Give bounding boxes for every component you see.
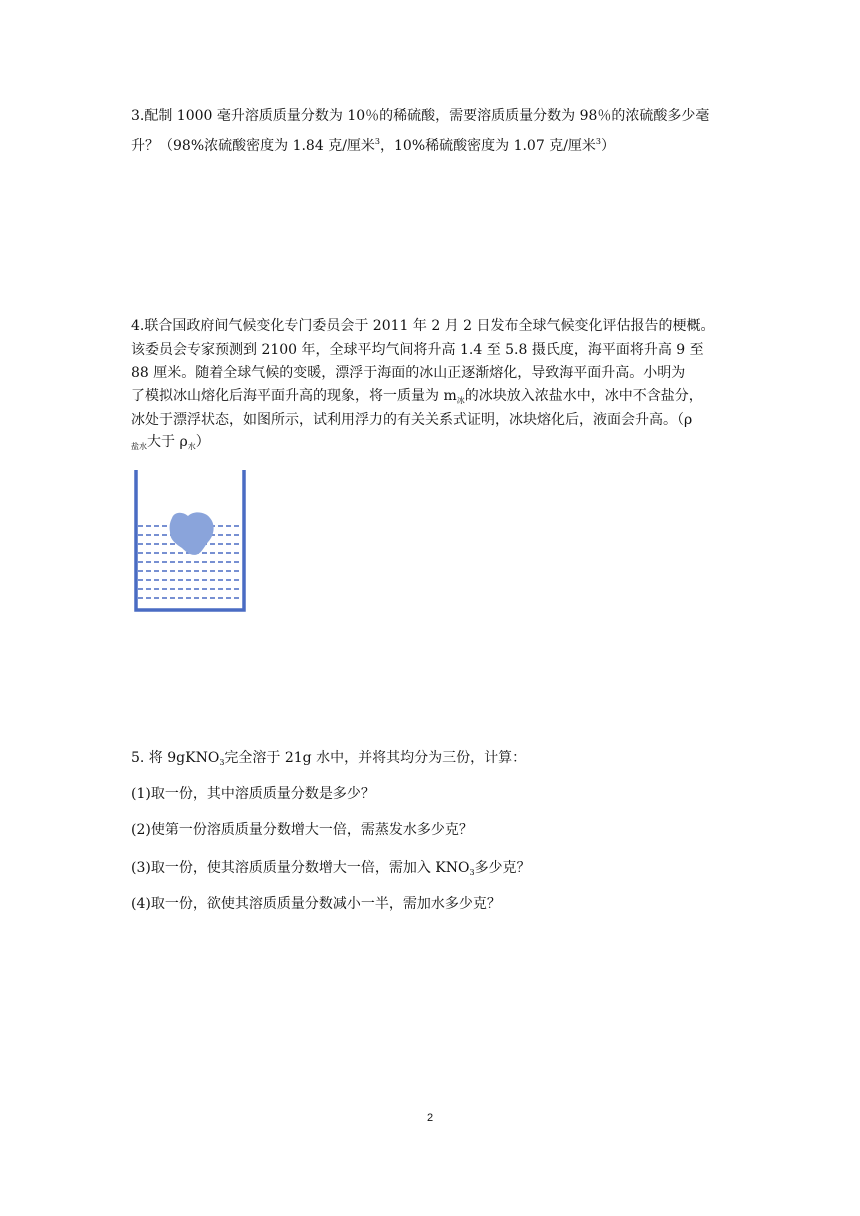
q5-intro-text-b: 完全溶于 21g 水中，并将其均分为三份，计算： [224, 750, 527, 766]
q4-line-6-text-b: ） [195, 434, 210, 450]
q3-line-1: 3.配制 1000 毫升溶质质量分数为 10％的稀硫酸，需要溶质质量分数为 98％的浓硫酸多少毫 [131, 108, 710, 124]
q4-subscript-ice: 冰 [456, 396, 465, 405]
q3-line-2 [131, 132, 615, 156]
q4-line-4-text-a: 了模拟冰山熔化后海平面升高的现象，将一质量为 m [131, 388, 457, 404]
q5-part-4: (4)取一份，欲使其溶质质量分数减小一半，需加水多少克？ [131, 896, 501, 912]
q4-line-4 [131, 386, 703, 411]
q5-part-3 [131, 858, 531, 883]
q5-intro [131, 748, 526, 773]
q3-superscript-2: 3 [595, 137, 601, 146]
q4-subscript-brine: 盐水 [131, 442, 147, 451]
q4-line-3: 88 厘米。随着全球气候的变暖，漂浮于海面的冰山正逐渐熔化，导致海平面升高。小明为 [131, 365, 686, 381]
q5-part-2: (2)使第一份溶质质量分数增大一倍，需蒸发水多少克？ [131, 822, 473, 838]
q3-superscript-1: 3 [374, 137, 380, 146]
q5-part-3-text-b: 多少克？ [474, 860, 531, 876]
q4-line-6-text-a: 大于 ρ [147, 434, 188, 450]
q5-part-3-subscript: 3 [469, 868, 475, 877]
q4-line-5: 冰处于漂浮状态，如图所示，试利用浮力的有关关系式证明，冰块熔化后，液面会升高。（ρ [131, 412, 693, 428]
q3-line-2-text-b: ，10%稀硫酸密度为 1.07 克/厘米 [380, 138, 596, 154]
q5-intro-text-a: 5. 将 9gKNO [131, 750, 220, 766]
q5-part-1: (1)取一份，其中溶质质量分数是多少？ [131, 786, 375, 802]
ice-block [170, 512, 214, 555]
q4-line-1: 4.联合国政府间气候变化专门委员会于 2011 年 2 月 2 日发布全球气候变化评估报告的梗概。 [131, 318, 715, 334]
q5-intro-subscript: 3 [219, 758, 225, 767]
q4-subscript-water: 水 [187, 442, 196, 451]
q4-line-4-text-b: 的冰块放入浓盐水中，冰中不含盐分， [464, 388, 703, 404]
beaker-figure [128, 468, 252, 616]
q5-part-3-text-a: (3)取一份，使其溶质质量分数增大一倍，需加入 KNO [131, 860, 470, 876]
q4-line-6 [131, 432, 210, 457]
page-number: 2 [426, 1112, 434, 1124]
q3-line-2-text-c: ） [601, 138, 615, 154]
q3-line-2-text-a: 升？（98%浓硫酸密度为 1.84 克/厘米 [131, 138, 375, 154]
q4-line-2: 该委员会专家预测到 2100 年，全球平均气间将升高 1.4 至 5.8 摄氏度，海平面将升高 9 至 [131, 342, 704, 358]
